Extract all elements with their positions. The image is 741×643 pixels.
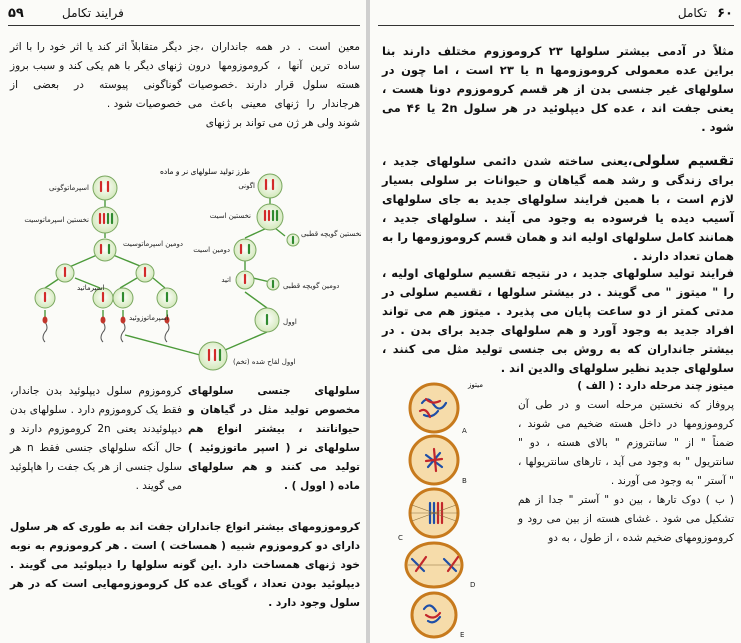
mitosis-figure-label: میتوز	[468, 381, 483, 389]
label-secondary-oocyte: دومین اسیت	[193, 246, 230, 254]
stage-letter-a: A	[462, 427, 467, 435]
header-rule-right	[378, 25, 734, 26]
label-sperm: اسپرماتوزوئید	[129, 314, 169, 322]
stage-letter-b: B	[462, 477, 467, 485]
label-secondary-spermatocyte: دومین اسپرماتوسیت	[123, 240, 183, 248]
stage-letter-c: C	[398, 534, 403, 542]
label-second-polar-body: دومین گویچه قطبی	[283, 282, 340, 290]
right-intro-paragraph: مثلاً در آدمی بیشتر سلولها ۲۳ کروموزوم مختلف دارند بنا براین عده معمولی کروموزومها n یا ۲۳ است ، اما چون در سلولهای غیر جنسی بدن از هر قسم کروموزوم دونا هست ، یعنی جفت اند ، عده کل دیپلوئید در هر سلول 2n یا ۴۶ می شود .	[382, 44, 734, 134]
label-zygote: اوول لقاح شده (تخم)	[233, 358, 296, 366]
left-top-left-column: دیگر متقابلاً اثر کند یا اثر خود را با اثر ژنهای دیگر با هم یکی کند و سبب بروز گوناگونی پیوسته در بعضی از خصوصیات شود .	[10, 41, 182, 110]
left-mid-right-column: سلولهای جنسی سلولهای مخصوص تولید مثل در گیاهان و حیواناتند ، بیشتر انواع هم سلولهای نر ( اسپر ماتوزوئید ) تولید می کنند و هم سلولهای ماده ( اوول ) .	[188, 385, 360, 492]
header-rule	[8, 25, 360, 26]
left-mid-left-column: کروموزوم سلول دیپلوئید بدن جاندار، فقط یک کروموزوم دارد . سلولهای بدن دیپلوئیدند یعنی 2n کروموزوم دارند و حال آنکه سلولهای جنسی فقط n هر سلول جنسی از هر یک جفت را هاپلوئید می گویند .	[10, 385, 182, 492]
left-chapter-title: فرایند تکامل	[62, 6, 124, 20]
label-ootid: اتید	[221, 276, 231, 284]
right-page-number: ۶۰	[717, 6, 733, 21]
left-page	[0, 0, 366, 643]
label-spermatogonia: اسپرماتوگونی	[49, 184, 89, 192]
cell-division-paragraph: تقسیم سلولی،یعنی ساخته شدن دائمی سلولهای جدید ، برای زندگی و رشد همه گیاهان و حیوانات بر سلولی بسیار لازم است ، با همین فرایند سلولهای جدید به جای سلولهای آسیب دیده یا فرسوده به وجود می آیند . سلولهای جدید ، همانند کامل سلولهای اولیه اند و همان قسم کروموزومها را به همان تعداد دارند .	[382, 153, 734, 263]
left-top-right-column: معین است . در همه جانداران ،جز ساده ترین آنها ، کروموزومها درون هسته سلول قرار دارند .خصوصیات هرجاندار را ژنهای معینی باعث می شوند ولی هر ژن می تواند بر ژنهای	[188, 41, 360, 129]
stage-letter-d: D	[470, 581, 476, 589]
left-page-number: ۵۹	[8, 6, 24, 21]
stage-letter-e: E	[460, 631, 465, 639]
label-primary-spermatocyte: نخستین اسپرماتوسیت	[24, 216, 89, 224]
mitosis-paragraph: فرایند تولید سلولهای جدید ، در نتیجه تقسیم سلولهای اولیه ، را " میتوز " می گویند . در بیشتر سلولها ، تقسیم سلولی در مدتی کمتر از دو ساعت پایان می پذیرد . میتوز هم می تواند افراد جدید به وجود آورد و هم سلولهای جدید برای بدن . در بیشتر جانداران که به روش بی جنسی تولید مثل می کنند ، سلولهای جدید نظیر سلولهای والدین اند .	[382, 266, 734, 375]
gametogenesis-figure	[5, 160, 361, 375]
label-first-polar-body: نخستین گویچه قطبی	[301, 230, 361, 238]
left-bottom-paragraph: کروموزومهای بیشتر انواع جانداران جفت اند به طوری که هر سلول دارای دو کروموزوم شبیه ( همساخت ) است . هر کروموزوم به نوبه خود ژنهای همساخت دارد .این گونه سلولها را دیپلوئید می گویند . دیپلوئید بودن تعداد ، گویای عده کل کروموزومهایی است که در هر سلول وجود دارد .	[10, 521, 360, 609]
label-primary-oocyte: نخستین اسیت	[209, 212, 251, 220]
section-term: تقسیم سلولی	[632, 153, 734, 169]
mitosis-figure	[390, 375, 512, 640]
figure-caption: طرز تولید سلولهای نر و ماده	[159, 167, 251, 176]
mitosis-stages-text: میتوز چند مرحله دارد : ( الف ) پروفاز که نخستین مرحله است و در طی آن کروموزومها در داخل هسته ضخیم می شوند ، ضمناً " از " سانتروزم " بالای هسته ، دو " سانتریول " به وجود می آید ، تارهای سانتریولها ، " آستر " به وجود می آورند . ( ب ) دوک تارها ، بین دو " آستر " جدا از هم تشکیل می شود . غشای هسته از بین می رود و کروموزومهای ضخیم شده ، از طول ، به دو	[518, 380, 734, 544]
right-chapter-title: تکامل	[677, 6, 707, 20]
right-page	[370, 0, 741, 643]
label-ovum: اوول	[283, 318, 297, 326]
label-oogonia: اگونی	[238, 182, 255, 190]
label-spermatid: اسپرماتید	[77, 284, 105, 292]
